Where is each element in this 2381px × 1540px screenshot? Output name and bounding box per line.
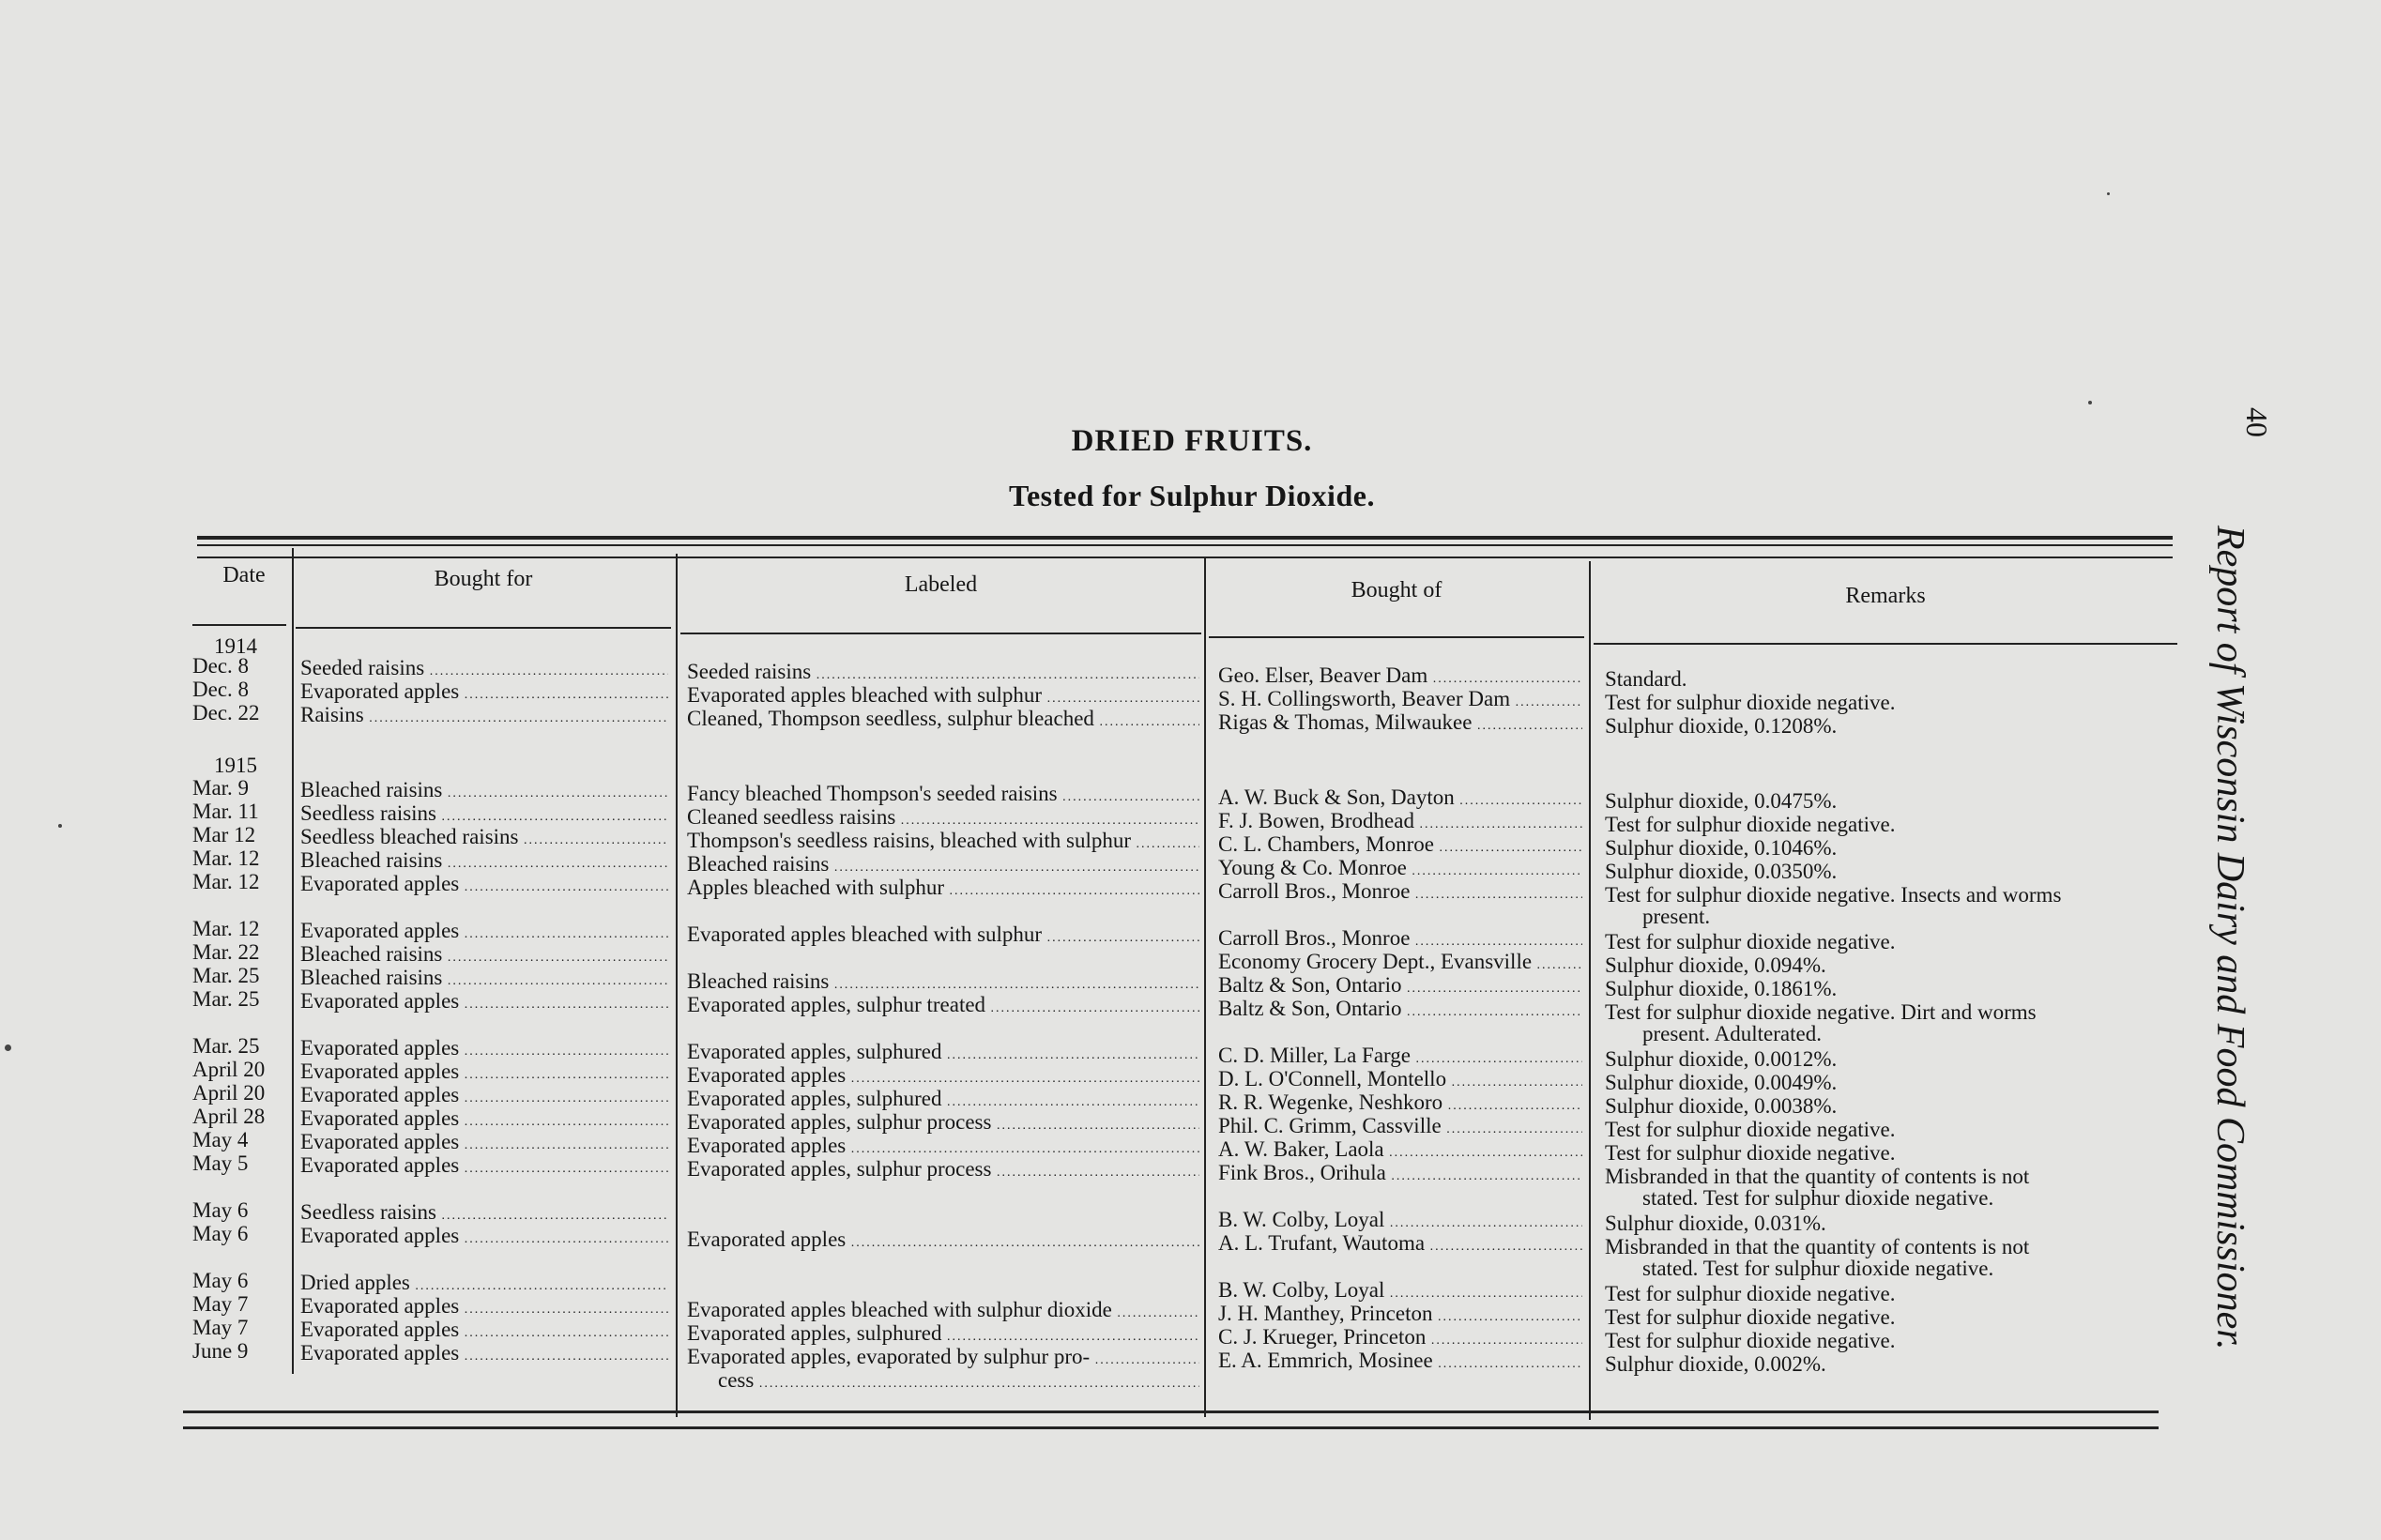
row-remarks: Sulphur dioxide, 0.031%. [1605,1212,1826,1235]
row-labeled: Evaporated apples bleached with sulphur dioxide ..... [687,1298,1199,1325]
row-bought-for: Evaporated apples ..... [300,1341,668,1368]
year-label-1915: 1915 [214,754,257,777]
row-labeled: Evaporated apples, sulphur process ..... [687,1157,1199,1184]
row-remarks: stated. Test for sulphur dioxide negative. [1642,1257,1994,1280]
column-separator-4 [1589,561,1591,1420]
column-header-bought-of: Bought of [1351,578,1442,602]
row-bought-for: Evaporated apples ..... [300,1036,668,1063]
row-labeled: Bleached raisins ..... [687,969,1199,997]
column-separator-1 [292,548,294,1374]
row-bought-of: R. R. Wegenke, Neshkoro ..... [1218,1090,1582,1118]
row-labeled: Evaporated apples, evaporated by sulphur pro- ..... [687,1345,1199,1372]
row-labeled: Apples bleached with sulphur ..... [687,876,1199,903]
row-remarks: Sulphur dioxide, 0.0038%. [1605,1094,1838,1118]
row-bought-of: Carroll Bros., Monroe ..... [1218,926,1582,953]
row-date: Mar. 12 [192,846,260,870]
row-labeled: Bleached raisins ..... [687,852,1199,879]
row-bought-for: Evaporated apples ..... [300,989,668,1016]
row-bought-of: Economy Grocery Dept., Evansville ..... [1218,950,1582,977]
row-date: Mar. 12 [192,870,260,893]
row-date: May 6 [192,1198,249,1222]
row-labeled: Evaporated apples ..... [687,1134,1199,1161]
row-labeled: Thompson's seedless raisins, bleached with sulphur ..... [687,829,1199,856]
row-date: May 4 [192,1128,249,1151]
column-header-date: Date [222,563,266,587]
row-remarks: Test for sulphur dioxide negative. [1605,1329,1896,1352]
row-bought-of: B. W. Colby, Loyal ..... [1218,1278,1582,1305]
row-bought-for: Evaporated apples ..... [300,1318,668,1345]
row-date: Mar. 22 [192,940,260,964]
row-labeled: Evaporated apples bleached with sulphur ..... [687,922,1199,950]
row-bought-for: Evaporated apples ..... [300,1106,668,1134]
row-bought-for: Evaporated apples ..... [300,872,668,899]
row-date: Mar 12 [192,823,256,846]
row-bought-of: S. H. Collingsworth, Beaver Dam ..... [1218,687,1582,714]
row-bought-for: Seedless raisins ..... [300,1200,668,1227]
page-title: DRIED FRUITS. [1071,424,1313,458]
row-remarks: Test for sulphur dioxide negative. [1605,1282,1896,1305]
header-underline-labeled [680,633,1201,634]
row-remarks: Test for sulphur dioxide negative. [1605,1305,1896,1329]
table-bottom-rule [183,1410,2159,1413]
row-bought-for: Evaporated apples ..... [300,919,668,946]
row-bought-for: Evaporated apples ..... [300,1130,668,1157]
row-bought-of: Baltz & Son, Ontario ..... [1218,973,1582,1000]
row-bought-of: D. L. O'Connell, Montello ..... [1218,1067,1582,1094]
row-labeled: Evaporated apples, sulphured ..... [687,1040,1199,1067]
row-bought-for: Evaporated apples ..... [300,679,668,707]
row-bought-of: Geo. Elser, Beaver Dam ..... [1218,663,1582,691]
scan-speck [2088,401,2092,404]
row-remarks: Sulphur dioxide, 0.0012%. [1605,1047,1838,1071]
row-date: April 20 [192,1058,266,1081]
row-remarks: Sulphur dioxide, 0.094%. [1605,953,1826,977]
header-underline-boughtof [1209,636,1584,638]
scan-speck [58,824,62,828]
column-header-labeled: Labeled [904,572,978,597]
row-remarks: Test for sulphur dioxide negative. [1605,1118,1896,1141]
column-header-remarks: Remarks [1845,584,1926,608]
row-date: April 28 [192,1105,266,1128]
row-remarks: Test for sulphur dioxide negative. [1605,813,1896,836]
header-underline-date [192,624,286,626]
row-bought-of: F. J. Bowen, Brodhead ..... [1218,809,1582,836]
row-date: Dec. 8 [192,678,250,701]
row-bought-of: A. W. Buck & Son, Dayton ..... [1218,785,1582,813]
row-bought-for: Evaporated apples ..... [300,1060,668,1087]
row-date: Mar. 25 [192,987,260,1011]
row-bought-of: J. H. Manthey, Princeton ..... [1218,1302,1582,1329]
row-date: Dec. 8 [192,654,250,678]
row-bought-for: Bleached raisins ..... [300,966,668,993]
row-remarks: Misbranded in that the quantity of contents is not [1605,1165,2030,1188]
row-remarks: Test for sulphur dioxide negative. [1605,691,1896,714]
row-bought-for: Evaporated apples ..... [300,1294,668,1321]
row-bought-for: Evaporated apples ..... [300,1153,668,1181]
row-date: April 20 [192,1081,266,1105]
table-top-rule [197,536,2173,540]
row-labeled-continued: cess ..... [718,1368,1199,1395]
row-bought-for: Seeded raisins ..... [300,656,668,683]
row-date: May 7 [192,1316,249,1339]
row-bought-for: Raisins ..... [300,703,668,730]
row-labeled: Seeded raisins ..... [687,660,1199,687]
row-bought-of: Fink Bros., Orihula ..... [1218,1161,1582,1188]
row-labeled: Fancy bleached Thompson's seeded raisins ..... [687,782,1199,809]
row-bought-of: Carroll Bros., Monroe ..... [1218,879,1582,907]
row-date: Mar. 25 [192,1034,260,1058]
row-bought-of: A. W. Baker, Laola ..... [1218,1137,1582,1165]
row-bought-for: Dried apples ..... [300,1271,668,1298]
row-bought-of: A. L. Trufant, Wautoma ..... [1218,1231,1582,1258]
row-date: May 7 [192,1292,249,1316]
row-labeled: Evaporated apples, sulphur process ..... [687,1110,1199,1137]
row-date: May 6 [192,1269,249,1292]
table-top-rule-inner [197,544,2173,546]
row-remarks: Standard. [1605,667,1687,691]
row-labeled: Evaporated apples ..... [687,1063,1199,1090]
row-date: Mar. 11 [192,800,259,823]
row-date: June 9 [192,1339,249,1363]
row-labeled: Cleaned, Thompson seedless, sulphur bleached ..... [687,707,1199,734]
table-top-rule-2 [197,557,2173,558]
row-date: Mar. 12 [192,917,260,940]
row-bought-for: Seedless raisins ..... [300,801,668,829]
table-bottom-rule-2 [183,1426,2159,1429]
row-bought-of: C. J. Krueger, Princeton ..... [1218,1325,1582,1352]
row-bought-for: Bleached raisins ..... [300,848,668,876]
row-remarks: Test for sulphur dioxide negative. [1605,1141,1896,1165]
row-labeled: Evaporated apples, sulphured ..... [687,1087,1199,1114]
row-labeled: Evaporated apples bleached with sulphur ..... [687,683,1199,710]
row-date: Dec. 22 [192,701,260,724]
row-date: May 6 [192,1222,249,1245]
row-bought-of: B. W. Colby, Loyal ..... [1218,1208,1582,1235]
row-bought-of: Young & Co. Monroe ..... [1218,856,1582,883]
row-remarks: Test for sulphur dioxide negative. Insects and worms [1605,883,2062,907]
row-date: Mar. 25 [192,964,260,987]
row-remarks: Misbranded in that the quantity of contents is not [1605,1235,2030,1258]
row-labeled: Cleaned seedless raisins ..... [687,805,1199,832]
row-bought-for: Bleached raisins ..... [300,778,668,805]
scan-speck [2107,192,2110,195]
row-remarks: Test for sulphur dioxide negative. [1605,930,1896,953]
page-number: 40 [2240,407,2274,437]
row-remarks: Sulphur dioxide, 0.1861%. [1605,977,1838,1000]
row-remarks: Test for sulphur dioxide negative. Dirt and worms [1605,1000,2037,1024]
column-header-bought-for: Bought for [434,567,533,591]
row-bought-of: Baltz & Son, Ontario ..... [1218,997,1582,1024]
row-bought-of: C. D. Miller, La Farge ..... [1218,1044,1582,1071]
column-separator-2 [676,554,678,1417]
row-bought-for: Bleached raisins ..... [300,942,668,969]
row-remarks: Sulphur dioxide, 0.1046%. [1605,836,1838,860]
column-separator-3 [1204,558,1206,1417]
row-remarks: Sulphur dioxide, 0.0350%. [1605,860,1838,883]
row-remarks: present. [1642,905,1711,928]
row-labeled: Evaporated apples, sulphur treated ..... [687,993,1199,1020]
row-bought-of: E. A. Emmrich, Mosinee ..... [1218,1349,1582,1376]
row-bought-for: Evaporated apples ..... [300,1083,668,1110]
row-remarks: Sulphur dioxide, 0.0049%. [1605,1071,1838,1094]
row-remarks: Sulphur dioxide, 0.002%. [1605,1352,1826,1376]
row-labeled: Evaporated apples ..... [687,1227,1199,1255]
row-remarks: stated. Test for sulphur dioxide negative. [1642,1186,1994,1210]
scan-speck [5,1044,11,1051]
page-subtitle: Tested for Sulphur Dioxide. [1009,479,1375,512]
row-bought-of: C. L. Chambers, Monroe ..... [1218,832,1582,860]
row-bought-of: Phil. C. Grimm, Cassville ..... [1218,1114,1582,1141]
running-head: Report of Wisconsin Dairy and Food Commissioner. [2208,526,2251,1350]
row-remarks: present. Adulterated. [1642,1022,1822,1045]
row-date: Mar. 9 [192,776,250,800]
row-bought-for: Seedless bleached raisins ..... [300,825,668,852]
row-date: May 5 [192,1151,249,1175]
row-remarks: Sulphur dioxide, 0.1208%. [1605,714,1838,738]
header-underline-boughtfor [296,627,671,629]
row-bought-of: Rigas & Thomas, Milwaukee ..... [1218,710,1582,738]
row-bought-for: Evaporated apples ..... [300,1224,668,1251]
row-remarks: Sulphur dioxide, 0.0475%. [1605,789,1838,813]
year-label-1914: 1914 [214,634,257,658]
row-labeled: Evaporated apples, sulphured ..... [687,1321,1199,1349]
header-underline-remarks [1594,643,2177,645]
